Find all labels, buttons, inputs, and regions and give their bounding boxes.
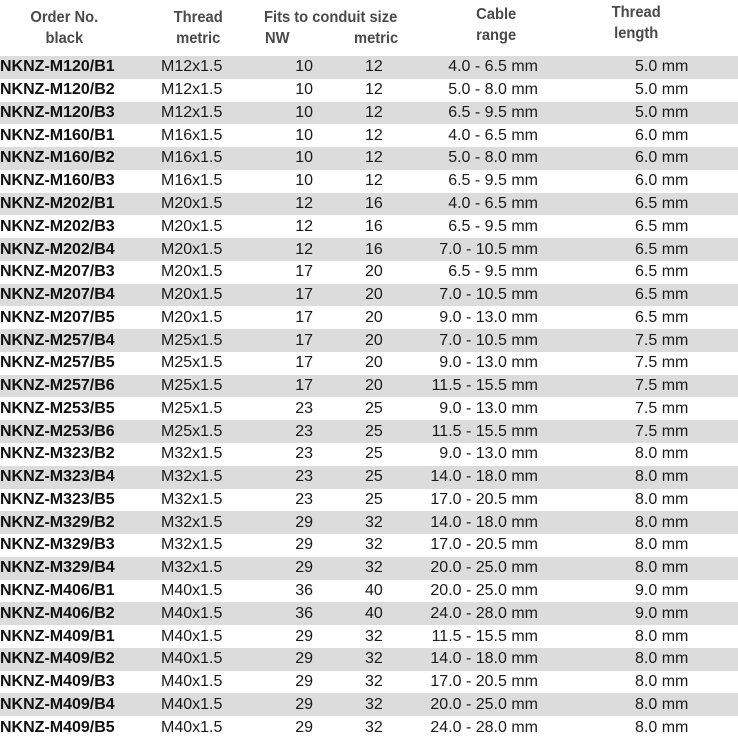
- conduit-metric-cell: 12: [355, 56, 395, 79]
- cable-range-cell: 24.0 - 28.0 mm: [395, 716, 585, 739]
- cable-range-cell: 4.0 - 6.5 mm: [395, 193, 585, 216]
- cable-range-cell: 17.0 - 20.5 mm: [395, 534, 585, 557]
- conduit-metric-cell: 32: [355, 511, 395, 534]
- order-number-cell: NKNZ-M160/B1: [0, 124, 150, 147]
- conduit-nw-cell: 10: [255, 102, 355, 125]
- conduit-metric-cell: 12: [355, 170, 395, 193]
- conduit-nw-cell: 23: [255, 489, 355, 512]
- thread-metric-cell: M25x1.5: [150, 329, 255, 352]
- conduit-nw-cell: 36: [255, 602, 355, 625]
- conduit-nw-cell: 10: [255, 147, 355, 170]
- cable-range-cell: 11.5 - 15.5 mm: [395, 420, 585, 443]
- order-number-cell: NKNZ-M257/B6: [0, 375, 150, 398]
- cable-range-cell: 24.0 - 28.0 mm: [395, 602, 585, 625]
- header-order-line2: black: [45, 30, 84, 47]
- header-thread-length: [604, 2, 668, 44]
- thread-length-cell: 9.0 mm: [585, 580, 738, 603]
- cable-range-cell: 6.5 - 9.5 mm: [395, 215, 585, 238]
- table-row: [0, 375, 738, 398]
- order-number-cell: NKNZ-M120/B1: [0, 56, 150, 79]
- conduit-metric-cell: 25: [355, 489, 395, 512]
- header-thread-line1: Thread: [173, 9, 223, 26]
- header-order-no: [22, 7, 107, 49]
- cable-range-cell: 20.0 - 25.0 mm: [395, 580, 585, 603]
- header-thread-metric: [166, 7, 230, 49]
- header-order-line1: Order No.: [30, 9, 99, 26]
- thread-metric-cell: M32x1.5: [150, 534, 255, 557]
- cable-range-cell: 6.5 - 9.5 mm: [395, 261, 585, 284]
- table-row: [0, 397, 738, 420]
- conduit-nw-cell: 23: [255, 397, 355, 420]
- cable-range-cell: 9.0 - 13.0 mm: [395, 352, 585, 375]
- order-number-cell: NKNZ-M409/B5: [0, 716, 150, 739]
- order-number-cell: NKNZ-M120/B2: [0, 79, 150, 102]
- order-number-cell: NKNZ-M409/B4: [0, 693, 150, 716]
- header-metric: metric: [354, 30, 399, 47]
- table-row: [0, 602, 738, 625]
- conduit-nw-cell: 23: [255, 443, 355, 466]
- cable-range-cell: 14.0 - 18.0 mm: [395, 466, 585, 489]
- conduit-metric-cell: 32: [355, 557, 395, 580]
- thread-metric-cell: M20x1.5: [150, 193, 255, 216]
- thread-metric-cell: M12x1.5: [150, 79, 255, 102]
- conduit-metric-cell: 32: [355, 534, 395, 557]
- table-row: [0, 716, 738, 739]
- thread-length-cell: 6.5 mm: [585, 261, 738, 284]
- table-row: [0, 261, 738, 284]
- cable-range-cell: 5.0 - 8.0 mm: [395, 79, 585, 102]
- thread-length-cell: 7.5 mm: [585, 397, 738, 420]
- thread-length-cell: 6.5 mm: [585, 284, 738, 307]
- conduit-metric-cell: 25: [355, 397, 395, 420]
- thread-length-cell: 9.0 mm: [585, 602, 738, 625]
- thread-metric-cell: M32x1.5: [150, 489, 255, 512]
- conduit-nw-cell: 29: [255, 534, 355, 557]
- thread-metric-cell: M16x1.5: [150, 147, 255, 170]
- conduit-nw-cell: 17: [255, 306, 355, 329]
- cable-range-cell: 11.5 - 15.5 mm: [395, 625, 585, 648]
- header-cable-line1: Cable: [476, 6, 517, 23]
- conduit-nw-cell: 17: [255, 284, 355, 307]
- table-row: [0, 671, 738, 694]
- order-number-cell: NKNZ-M207/B5: [0, 306, 150, 329]
- conduit-metric-cell: 16: [355, 238, 395, 261]
- thread-metric-cell: M25x1.5: [150, 420, 255, 443]
- thread-length-cell: 6.0 mm: [585, 124, 738, 147]
- header-length-line2: length: [614, 25, 659, 42]
- order-number-cell: NKNZ-M207/B3: [0, 261, 150, 284]
- cable-range-cell: 5.0 - 8.0 mm: [395, 147, 585, 170]
- thread-length-cell: 8.0 mm: [585, 625, 738, 648]
- table-row: [0, 193, 738, 216]
- order-number-cell: NKNZ-M202/B1: [0, 193, 150, 216]
- conduit-metric-cell: 32: [355, 716, 395, 739]
- conduit-nw-cell: 29: [255, 511, 355, 534]
- table-row: [0, 466, 738, 489]
- thread-length-cell: 8.0 mm: [585, 693, 738, 716]
- thread-length-cell: 6.5 mm: [585, 238, 738, 261]
- thread-length-cell: 8.0 mm: [585, 671, 738, 694]
- conduit-metric-cell: 32: [355, 648, 395, 671]
- thread-length-cell: 6.5 mm: [585, 193, 738, 216]
- conduit-metric-cell: 12: [355, 102, 395, 125]
- conduit-metric-cell: 12: [355, 147, 395, 170]
- order-number-cell: NKNZ-M202/B4: [0, 238, 150, 261]
- thread-length-cell: 5.0 mm: [585, 102, 738, 125]
- order-number-cell: NKNZ-M323/B5: [0, 489, 150, 512]
- conduit-nw-cell: 23: [255, 420, 355, 443]
- order-number-cell: NKNZ-M329/B4: [0, 557, 150, 580]
- table-row: [0, 147, 738, 170]
- conduit-metric-cell: 16: [355, 215, 395, 238]
- thread-metric-cell: M32x1.5: [150, 557, 255, 580]
- thread-metric-cell: M20x1.5: [150, 238, 255, 261]
- header-fits-conduit: Fits to conduit size: [264, 9, 398, 26]
- cable-range-cell: 17.0 - 20.5 mm: [395, 671, 585, 694]
- conduit-nw-cell: 29: [255, 557, 355, 580]
- cable-range-cell: 17.0 - 20.5 mm: [395, 489, 585, 512]
- conduit-metric-cell: 20: [355, 352, 395, 375]
- thread-length-cell: 7.5 mm: [585, 420, 738, 443]
- thread-metric-cell: M16x1.5: [150, 170, 255, 193]
- header-cable-range: [464, 4, 528, 46]
- conduit-metric-cell: 20: [355, 306, 395, 329]
- order-number-cell: NKNZ-M323/B4: [0, 466, 150, 489]
- order-number-cell: NKNZ-M323/B2: [0, 443, 150, 466]
- table-header: [0, 0, 738, 56]
- thread-length-cell: 8.0 mm: [585, 648, 738, 671]
- table-row: [0, 352, 738, 375]
- conduit-nw-cell: 12: [255, 193, 355, 216]
- thread-metric-cell: M25x1.5: [150, 375, 255, 398]
- table-body: [0, 56, 738, 739]
- thread-length-cell: 5.0 mm: [585, 79, 738, 102]
- conduit-nw-cell: 29: [255, 716, 355, 739]
- table-row: [0, 648, 738, 671]
- conduit-nw-cell: 29: [255, 671, 355, 694]
- cable-range-cell: 9.0 - 13.0 mm: [395, 397, 585, 420]
- thread-metric-cell: M40x1.5: [150, 625, 255, 648]
- conduit-nw-cell: 23: [255, 466, 355, 489]
- conduit-metric-cell: 20: [355, 261, 395, 284]
- table-row: [0, 329, 738, 352]
- thread-metric-cell: M40x1.5: [150, 648, 255, 671]
- conduit-nw-cell: 12: [255, 215, 355, 238]
- thread-length-cell: 7.5 mm: [585, 329, 738, 352]
- thread-length-cell: 8.0 mm: [585, 489, 738, 512]
- thread-metric-cell: M40x1.5: [150, 602, 255, 625]
- cable-range-cell: 7.0 - 10.5 mm: [395, 329, 585, 352]
- thread-length-cell: 6.5 mm: [585, 306, 738, 329]
- order-number-cell: NKNZ-M253/B6: [0, 420, 150, 443]
- header-thread-line2: metric: [176, 30, 221, 47]
- thread-metric-cell: M25x1.5: [150, 397, 255, 420]
- thread-length-cell: 7.5 mm: [585, 375, 738, 398]
- thread-metric-cell: M20x1.5: [150, 215, 255, 238]
- conduit-metric-cell: 12: [355, 124, 395, 147]
- thread-length-cell: 5.0 mm: [585, 56, 738, 79]
- conduit-nw-cell: 12: [255, 238, 355, 261]
- conduit-metric-cell: 16: [355, 193, 395, 216]
- order-number-cell: NKNZ-M120/B3: [0, 102, 150, 125]
- table-row: [0, 284, 738, 307]
- table-row: [0, 215, 738, 238]
- conduit-nw-cell: 29: [255, 625, 355, 648]
- conduit-nw-cell: 10: [255, 56, 355, 79]
- cable-range-cell: 20.0 - 25.0 mm: [395, 693, 585, 716]
- table-row: [0, 443, 738, 466]
- conduit-nw-cell: 29: [255, 693, 355, 716]
- product-table: [0, 56, 738, 739]
- thread-metric-cell: M40x1.5: [150, 580, 255, 603]
- thread-length-cell: 8.0 mm: [585, 557, 738, 580]
- table-row: [0, 170, 738, 193]
- conduit-metric-cell: 12: [355, 79, 395, 102]
- order-number-cell: NKNZ-M253/B5: [0, 397, 150, 420]
- cable-range-cell: 7.0 - 10.5 mm: [395, 238, 585, 261]
- thread-metric-cell: M40x1.5: [150, 693, 255, 716]
- table-row: [0, 56, 738, 79]
- conduit-nw-cell: 10: [255, 79, 355, 102]
- cable-range-cell: 7.0 - 10.5 mm: [395, 284, 585, 307]
- cable-range-cell: 14.0 - 18.0 mm: [395, 648, 585, 671]
- conduit-nw-cell: 29: [255, 648, 355, 671]
- thread-metric-cell: M32x1.5: [150, 466, 255, 489]
- thread-metric-cell: M40x1.5: [150, 671, 255, 694]
- order-number-cell: NKNZ-M329/B2: [0, 511, 150, 534]
- thread-length-cell: 8.0 mm: [585, 443, 738, 466]
- cable-range-cell: 6.5 - 9.5 mm: [395, 170, 585, 193]
- cable-range-cell: 6.5 - 9.5 mm: [395, 102, 585, 125]
- conduit-metric-cell: 25: [355, 466, 395, 489]
- thread-metric-cell: M32x1.5: [150, 511, 255, 534]
- table-row: [0, 489, 738, 512]
- thread-length-cell: 6.0 mm: [585, 170, 738, 193]
- table-row: [0, 625, 738, 648]
- table-row: [0, 580, 738, 603]
- conduit-nw-cell: 17: [255, 261, 355, 284]
- thread-metric-cell: M32x1.5: [150, 443, 255, 466]
- thread-length-cell: 8.0 mm: [585, 716, 738, 739]
- conduit-metric-cell: 20: [355, 284, 395, 307]
- conduit-metric-cell: 32: [355, 625, 395, 648]
- thread-length-cell: 6.5 mm: [585, 215, 738, 238]
- conduit-metric-cell: 40: [355, 602, 395, 625]
- table-row: [0, 124, 738, 147]
- conduit-metric-cell: 25: [355, 420, 395, 443]
- conduit-nw-cell: 17: [255, 352, 355, 375]
- order-number-cell: NKNZ-M409/B2: [0, 648, 150, 671]
- thread-length-cell: 7.5 mm: [585, 352, 738, 375]
- order-number-cell: NKNZ-M257/B4: [0, 329, 150, 352]
- table-row: [0, 511, 738, 534]
- thread-metric-cell: M20x1.5: [150, 261, 255, 284]
- order-number-cell: NKNZ-M406/B2: [0, 602, 150, 625]
- conduit-nw-cell: 17: [255, 329, 355, 352]
- cable-range-cell: 9.0 - 13.0 mm: [395, 443, 585, 466]
- table-row: [0, 102, 738, 125]
- thread-metric-cell: M20x1.5: [150, 284, 255, 307]
- thread-length-cell: 6.0 mm: [585, 147, 738, 170]
- order-number-cell: NKNZ-M202/B3: [0, 215, 150, 238]
- table-row: [0, 534, 738, 557]
- conduit-nw-cell: 10: [255, 170, 355, 193]
- conduit-metric-cell: 40: [355, 580, 395, 603]
- order-number-cell: NKNZ-M257/B5: [0, 352, 150, 375]
- order-number-cell: NKNZ-M329/B3: [0, 534, 150, 557]
- header-length-line1: Thread: [611, 4, 661, 21]
- conduit-nw-cell: 17: [255, 375, 355, 398]
- cable-range-cell: 9.0 - 13.0 mm: [395, 306, 585, 329]
- order-number-cell: NKNZ-M160/B2: [0, 147, 150, 170]
- thread-metric-cell: M20x1.5: [150, 306, 255, 329]
- thread-metric-cell: M12x1.5: [150, 102, 255, 125]
- cable-range-cell: 11.5 - 15.5 mm: [395, 375, 585, 398]
- conduit-nw-cell: 10: [255, 124, 355, 147]
- order-number-cell: NKNZ-M409/B1: [0, 625, 150, 648]
- table-row: [0, 420, 738, 443]
- thread-length-cell: 8.0 mm: [585, 534, 738, 557]
- table-row: [0, 306, 738, 329]
- cable-range-cell: 4.0 - 6.5 mm: [395, 124, 585, 147]
- thread-metric-cell: M40x1.5: [150, 716, 255, 739]
- conduit-metric-cell: 32: [355, 671, 395, 694]
- order-number-cell: NKNZ-M409/B3: [0, 671, 150, 694]
- thread-metric-cell: M25x1.5: [150, 352, 255, 375]
- thread-metric-cell: M12x1.5: [150, 56, 255, 79]
- order-number-cell: NKNZ-M207/B4: [0, 284, 150, 307]
- conduit-metric-cell: 20: [355, 375, 395, 398]
- table-row: [0, 557, 738, 580]
- table-row: [0, 238, 738, 261]
- order-number-cell: NKNZ-M160/B3: [0, 170, 150, 193]
- table-row: [0, 693, 738, 716]
- conduit-metric-cell: 25: [355, 443, 395, 466]
- cable-range-cell: 4.0 - 6.5 mm: [395, 56, 585, 79]
- conduit-metric-cell: 32: [355, 693, 395, 716]
- cable-range-cell: 20.0 - 25.0 mm: [395, 557, 585, 580]
- thread-length-cell: 8.0 mm: [585, 511, 738, 534]
- order-number-cell: NKNZ-M406/B1: [0, 580, 150, 603]
- cable-range-cell: 14.0 - 18.0 mm: [395, 511, 585, 534]
- thread-metric-cell: M16x1.5: [150, 124, 255, 147]
- table-row: [0, 79, 738, 102]
- thread-length-cell: 8.0 mm: [585, 466, 738, 489]
- header-nw: NW: [265, 30, 290, 47]
- header-cable-line2: range: [476, 27, 517, 44]
- conduit-nw-cell: 36: [255, 580, 355, 603]
- conduit-metric-cell: 20: [355, 329, 395, 352]
